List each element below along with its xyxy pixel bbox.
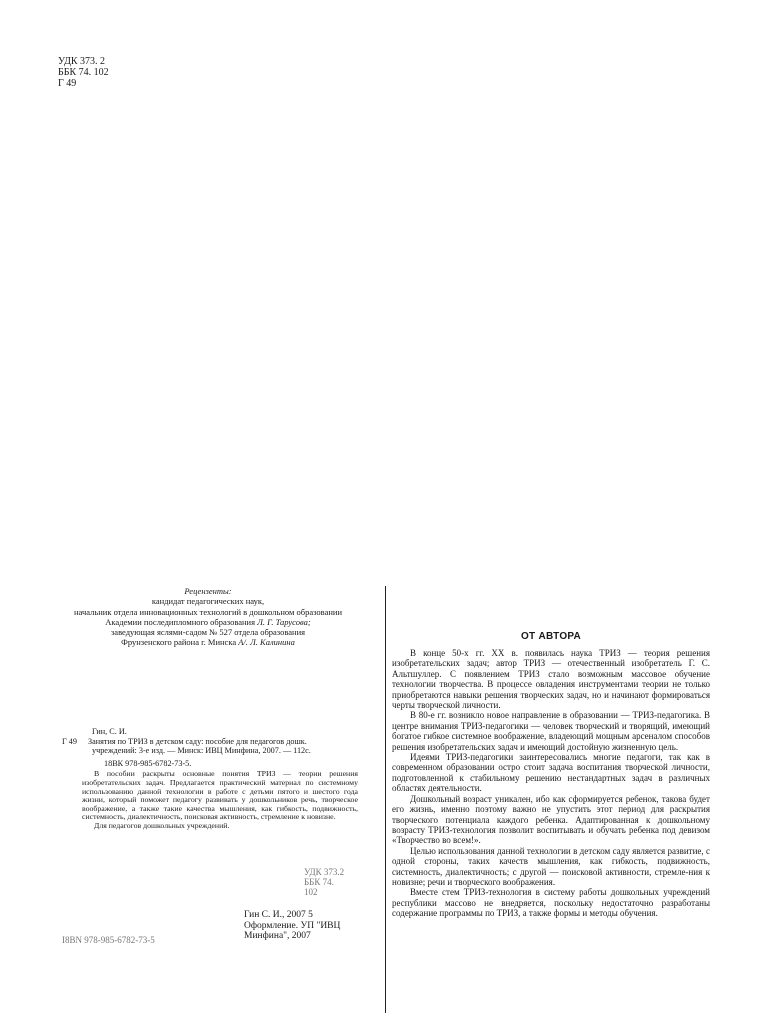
author-text: [392, 648, 710, 919]
catalog-author: Гин, С. И.: [92, 727, 127, 736]
author-mark: Г 49: [58, 78, 77, 89]
udk-code: УДК 373. 2: [58, 56, 106, 67]
catalog-title-line-2: учреждений: 3-е изд. — Минск: ИВЦ Минфина, 2007. — 112с.: [92, 746, 311, 756]
reviewer-affiliation: Академии последипломного образования: [105, 616, 258, 627]
copyright-line-1: Гин С. И., 2007 5: [244, 910, 313, 920]
section-title: ОТ АВТОРА: [520, 631, 582, 642]
udk-block: [58, 56, 109, 89]
reviewer-line-1: кандидат педагогических наук,: [151, 596, 265, 607]
bbk-code: ББК 74. 102: [58, 67, 109, 78]
author-paragraph: В конце 50-х гг. XX в. появилась наука ТРИЗ — теория решения изобретательских задач; автор ТРИЗ — отечественный изобретатель Г. С. Альтшуллер. С появлением ТРИЗ стало возможным массовое обучение технологии творчества. В процессе овладения инструментами теории не только приобретаются навыки решения творческих задач, но и начинают формироваться черты творческой личности.: [392, 648, 710, 711]
copyright-line-3: Минфина", 2007: [244, 931, 311, 941]
copyright-line-2: Оформление. УП "ИВЦ: [244, 920, 341, 931]
catalog-isbn: 18ВК 978-985-6782-73-5.: [104, 758, 192, 768]
udk-block-gray: [304, 867, 344, 897]
catalog-title-line-1: Занятия по ТРИЗ в детском саду: пособие для педагогов дошк.: [88, 736, 307, 746]
catalog-audience: Для педагогов дошкольных учреждений.: [94, 820, 230, 830]
isbn-bottom: I8BN 978-985-6782-73-5: [62, 935, 155, 945]
author-paragraph: В 80-е гг. возникло новое направление в образовании — ТРИЗ-педагогика. В центре внимания ТРИЗ-педагогики — человек творческий и творящий, имеющий богатое гибкое системное воображение, владеющий мощным арсеналом способов решения изобретательских задач и имеющий достойную жизненную цель.: [392, 710, 710, 752]
catalog-title-row: [62, 737, 358, 747]
catalog-code: Г 49: [62, 736, 77, 746]
reviewer-line-2: начальник отдела инновационных технологий в дошкольном образовании: [74, 606, 342, 617]
reviewer-line-5: [58, 637, 358, 647]
reviewers-heading: Рецензенты:: [184, 586, 232, 596]
author-paragraph: Дошкольный возраст уникален, ибо как сформируется ребенок, такова будет его жизнь, именно поэтому важно не упустить этот период для раскрытия творческого потенциала каждого ребенка. Адаптированная к дошкольному возрасту ТРИЗ-технология позволит воспитывать и обучать ребенка под девизом «Творчество во всем!».: [392, 793, 710, 846]
catalog-card: [62, 727, 358, 831]
bbk-gray-code: ББК 74.: [304, 877, 334, 887]
udk-gray-code: УДК 373.2: [304, 867, 345, 877]
catalog-abstract: [62, 770, 358, 830]
reviewers-block: [58, 586, 358, 648]
reviewer-affiliation-2: Фрунзенского района г. Минска: [121, 637, 239, 648]
page-divider: [385, 586, 386, 1013]
author-paragraph: Целью использования данной технологии в детском саду является развитие, с одной стороны, таких качеств мышления, как гибкость, подвижность, системность, диалектичность; с другой — поисковой активности, стремле-ния к новизне; речи и творческого воображения.: [392, 845, 710, 887]
bbk-gray-code-2: 102: [304, 887, 318, 897]
reviewer-line-4: заведующая яслями-садом № 527 отдела образования: [110, 627, 306, 638]
reviewer-name-1: Л. Г. Тарусова;: [257, 616, 311, 627]
copyright-block: [244, 910, 384, 942]
author-paragraph: Вместе стем ТРИЗ-технология в систему работы дошкольных учреждений республики массово не внедряется, поскольку недостаточно разработаны содержание программы по ТРИЗ, а также формы и методы обучения.: [392, 887, 710, 919]
reviewer-line-3: [58, 617, 358, 627]
reviewer-name-2: А/. Л. Калинина: [238, 637, 295, 648]
author-paragraph: Идеями ТРИЗ-педагогики заинтересовались многие педагоги, так как в современном образовании остро стоит задача воспитания творческой личности, подготовленной к стабильному решению нестандартных задач в различных областях деятельности.: [392, 752, 710, 794]
catalog-abstract-text: В пособии раскрыты основные понятия ТРИЗ — теории решения изобретательских задач. Предлагается практический материал по системному использованию данной технологии в работе с детьми пятого и шестого года жизни, который поможет педагогу развивать у дошкольников речь, творческое воображение, а также такие качества мышления, как гибкость, подвижность, системность, диалектичность, поисковая активность, стремление к новизне.: [82, 769, 358, 822]
